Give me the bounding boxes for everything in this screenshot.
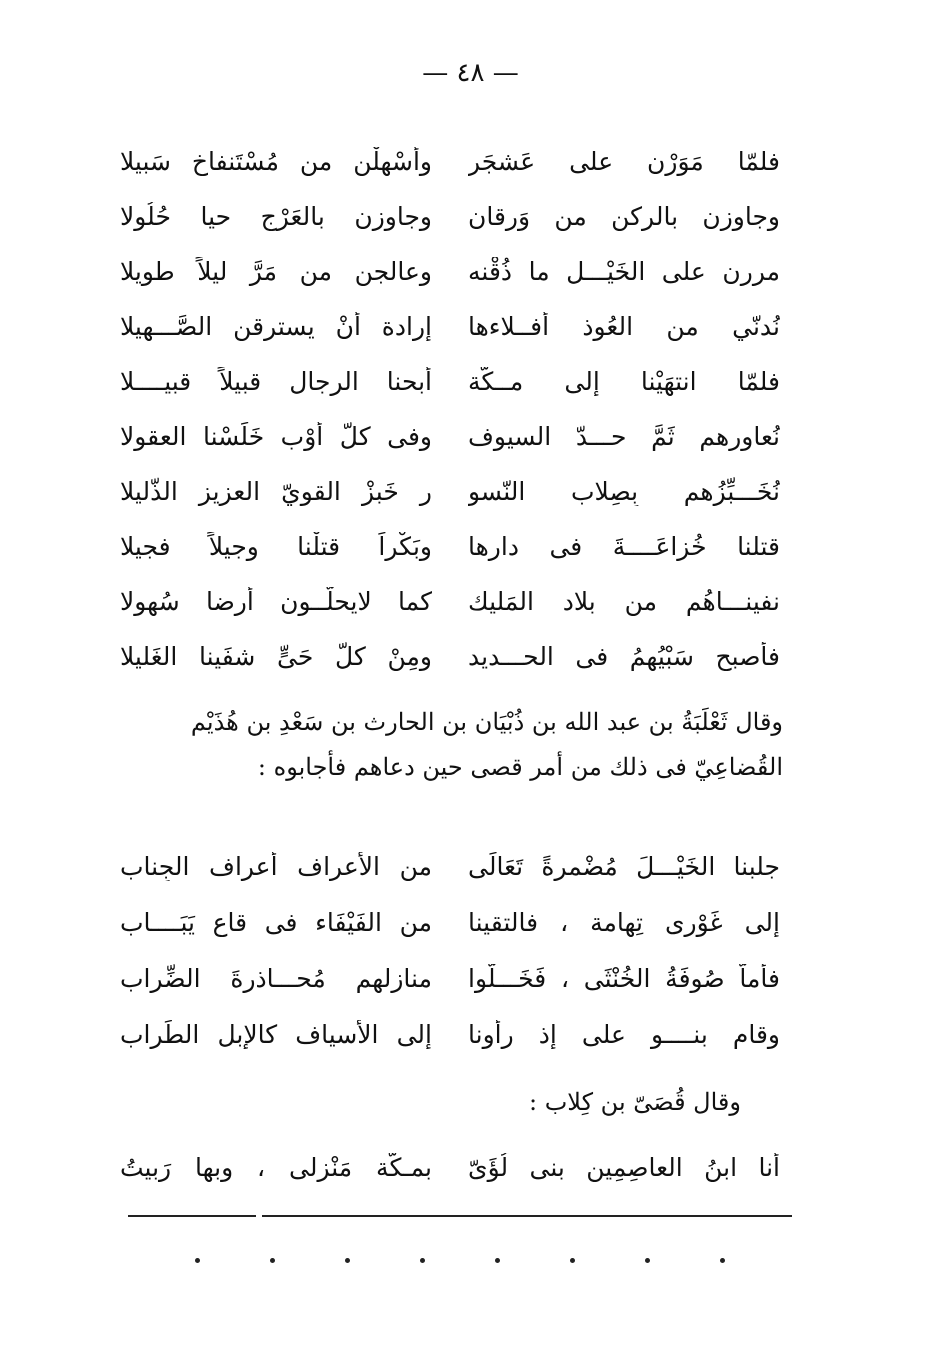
first-hemistich: نفينـــاهُم من بلاد المَليك xyxy=(468,587,780,616)
first-hemistich: إلى غَوْرى تِهامة ، فالتقينا xyxy=(468,907,780,937)
prose-intro-text: وقال قُصَىّ بن كِلاب : xyxy=(529,1088,741,1116)
second-hemistich: رِ خَبزْ القويّ العزيز الذّليلا xyxy=(120,477,432,506)
verse-row xyxy=(120,519,780,574)
verse-row xyxy=(120,894,780,950)
second-hemistich: من الفَيْفَاء فى قاع يَبَــــاب xyxy=(120,907,432,937)
first-hemistich: وقام بنــــو على إذ رأونا xyxy=(468,1019,780,1049)
second-hemistich: بمـكّة مَنْزلى ، وبها رَبيتُ xyxy=(120,1153,432,1182)
footer-rule-short xyxy=(128,1215,256,1217)
ellipsis-dot xyxy=(270,1258,275,1263)
second-hemistich: أبحنا الرجال قبيلاً قبيــــلا xyxy=(120,367,432,396)
verse-row xyxy=(120,629,780,684)
first-hemistich: جلبنا الخَيْـــلَ مُضْمرةً تَعَالَى xyxy=(468,851,780,881)
verse-row xyxy=(120,299,780,354)
verse-row xyxy=(120,354,780,409)
first-hemistich: فأماَّ صُوفَةُ الخُنْثَى ، فَخَـــلّوا xyxy=(468,963,780,993)
second-hemistich: ومِنْ كلّ حَىٍّ شفَينا الغَليلا xyxy=(120,642,432,671)
ellipsis-dot xyxy=(720,1258,725,1263)
second-hemistich: كما لايحلّــون أرضا سُهولا xyxy=(120,587,432,616)
first-hemistich: نُخَـــبِّزُهم بِصِلاب النّسو xyxy=(468,477,780,506)
ellipsis-dot xyxy=(420,1258,425,1263)
first-hemistich: أنا ابنُ العاصِمِين بنى لُؤَىّ xyxy=(468,1153,780,1182)
first-hemistich: فأصبح سَبْيُهمُ فى الحـــديد xyxy=(468,642,780,671)
prose-intro-line xyxy=(529,1080,781,1125)
second-hemistich: وفى كلّ أوْب خَلَسْنا العقولا xyxy=(120,422,432,451)
first-hemistich: مررن على الخَيْـــلِ ما ذُقْنه xyxy=(468,257,780,286)
verse-row xyxy=(120,244,780,299)
second-hemistich: وبَكْراً قتلْنا وجيلاً فجيلا xyxy=(120,532,432,561)
ellipsis-dot xyxy=(645,1258,650,1263)
second-hemistich: وعالجن من مَرَّ ليلاً طويلا xyxy=(120,257,432,286)
verse-row xyxy=(120,134,780,189)
verse-row xyxy=(120,950,780,1006)
first-hemistich: فلمّا انتهَيْنا إلى مــكّة xyxy=(468,367,780,396)
footer-rule-long xyxy=(262,1215,792,1217)
ellipsis-dot xyxy=(570,1258,575,1263)
second-hemistich: وأسْهلْن من مُسْتَنفاخ سَبيلا xyxy=(120,147,432,176)
first-hemistich: وجاوزن بالركن من وَرقان xyxy=(468,202,780,231)
ellipsis-dot xyxy=(495,1258,500,1263)
prose-paragraph: وقال ثَعْلَبَةُ بن عبد الله بن ذُبْيَان بن الحارث بن سَعْدِ بن هُذَيْم القُضاعِيّ فى ذلك من أمر قصى حين دعاهم فأجابوه : xyxy=(190,708,783,781)
page-number: — ٤٨ — xyxy=(422,58,519,88)
poem-first xyxy=(120,134,780,684)
verse-row xyxy=(120,464,780,519)
second-hemistich: وجاوزن بالعَرْج حيا حُلُولا xyxy=(120,202,432,231)
second-hemistich: منازِلهم مُحـــاذرةَ الضِّراب xyxy=(120,963,432,993)
footer-dot-row xyxy=(160,1245,760,1275)
first-hemistich: فلمّا مَوَرْن على عَشجَرٍ xyxy=(468,147,780,176)
verse-row xyxy=(120,1140,780,1195)
verse-row xyxy=(120,574,780,629)
poem-second xyxy=(120,838,780,1062)
first-hemistich: قتلنا خُزاعَــــةَ فى دارها xyxy=(468,532,780,561)
second-hemistich: إرادة أنْ يسترقن الصَّـــهيلا xyxy=(120,312,432,341)
second-hemistich: من الأعراف أعراف الجِناب xyxy=(120,851,432,881)
second-hemistich: إلى الأسياف كالإبل الطِّراب xyxy=(120,1019,432,1049)
ellipsis-dot xyxy=(195,1258,200,1263)
verse-row xyxy=(120,409,780,464)
verse-row xyxy=(120,1006,780,1062)
verse-row xyxy=(120,189,780,244)
verse-row xyxy=(120,838,780,894)
first-hemistich: نُدنّي من العُوذ أفــلاءها xyxy=(468,312,780,341)
ellipsis-dot xyxy=(345,1258,350,1263)
first-hemistich: نُعاورهم ثَمَّ حـــدّ السيوف xyxy=(468,422,780,451)
